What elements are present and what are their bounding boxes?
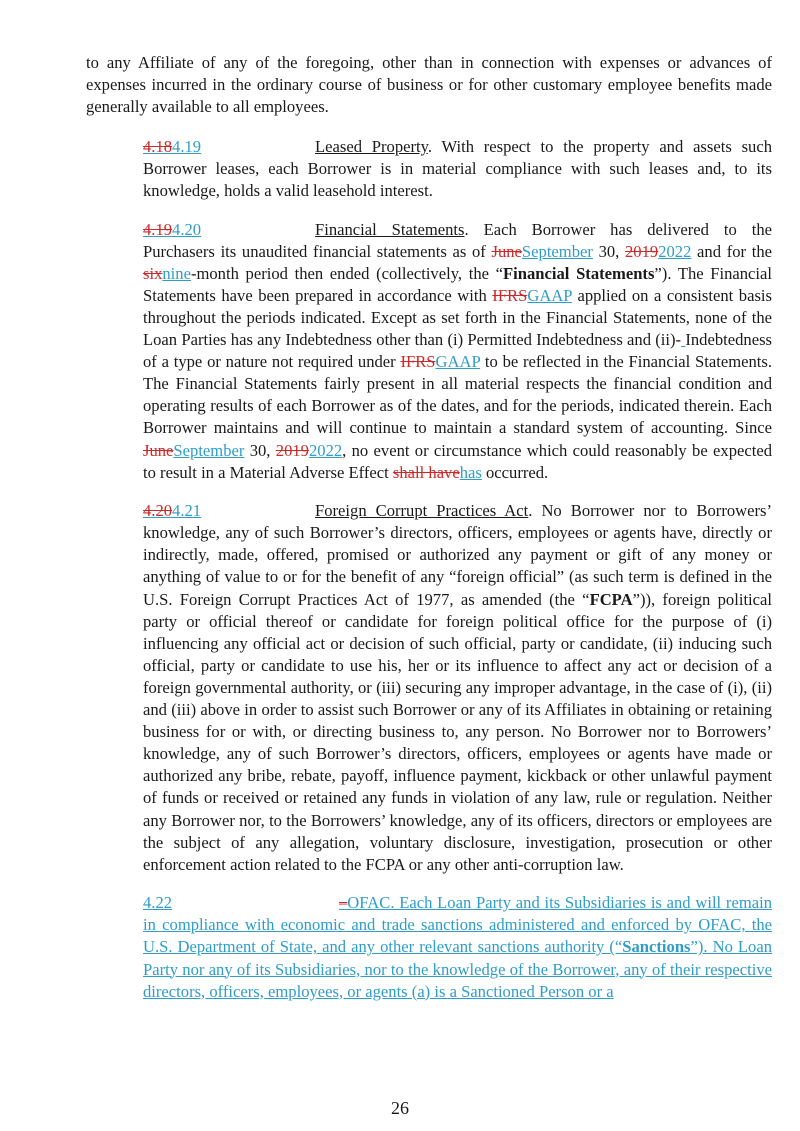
text-run: -month period then ended (collectively, the “ — [190, 263, 504, 283]
section-number — [143, 136, 315, 158]
inserted-text: 2022 — [308, 440, 343, 460]
deleted-text: – — [339, 893, 348, 913]
defined-term: Sanctions — [622, 937, 691, 957]
text-run: ”)), foreign political party or official thereof or candidate for foreign political office for the purpose of (i) influencing any official act or decision of such official, party or candidate, (ii) inducing such official, party or candidate to use his, her or its influence to affect any act or decision of a foreign governmental authority, or (iii) securing any improper advantage, in the case of (i), (ii) and (iii) above in order to assist such Borrower or any of its Affiliates in obtaining or retaining business for or with, or directing business to, any person. No Borrower nor to Borrowers’ knowledge, any of such Borrower’s directors, officers, employees or agents have made or authorized any bribe, rebate, payoff, influence payment, kickback or other unlawful payment of funds or received or retained any funds in violation of any law, rule or regulation. Neither any Borrower nor, to the Borrowers’ knowledge, any of its officers, directors or employees are the subject of any allegation, voluntary disclosure, investigation, prosecution or other enforcement action related to the FCPA or any other anti-corruption law. — [143, 589, 773, 874]
text-run: applied on a consistent basis throughout the periods indicated. Except as set forth in the Financial Statements, none of the Loan Parties has any Indebtedness other than (i) Permitted Indebtedness and (ii)- — [143, 285, 772, 350]
section-number — [143, 500, 315, 522]
defined-term: Financial Statements — [503, 263, 655, 283]
deleted-text: IFRS — [400, 352, 436, 372]
section-4-20 — [86, 219, 772, 484]
text-run: 30, — [244, 440, 276, 460]
text-run: ”). The Financial Statements have been prepared in accordance with — [143, 263, 773, 305]
text-run: 30, — [592, 241, 625, 261]
section-text: . With respect to the property and assets such Borrower leases, each Borrower is in material compliance with such leases and, to its knowledge, holds a valid leasehold interest. — [143, 136, 772, 200]
deleted-number: 4.18 — [143, 136, 173, 156]
text-run: Indebtedness of a type or nature not required under — [143, 330, 772, 372]
deleted-text: 2019 — [275, 440, 309, 460]
text-run: . No Borrower nor to Borrowers’ knowledge, any of such Borrower’s directors, officers, employees or agents have, directly or indirectly, made, offered, promised or authorized any payment or gift of any money or anything of value to or for the benefit of any “foreign official” (as such term is defined in the U.S. Foreign Corrupt Practices Act of 1977, as amended (the “ — [143, 501, 773, 609]
deleted-text: June — [491, 241, 522, 261]
inserted-text: 2022 — [658, 241, 692, 261]
inserted-text: nine — [162, 263, 191, 283]
text-run: occurred. — [481, 462, 549, 482]
inserted-text: GAAP — [435, 352, 481, 372]
section-heading: Financial Statements — [315, 219, 465, 239]
document-page — [86, 52, 772, 1019]
text-run: to be reflected in the Financial Statements. — [480, 352, 773, 372]
inserted-number: 4.20 — [172, 219, 202, 239]
section-number — [143, 892, 339, 914]
text-run: . Each Borrower has delivered to the Purchasers its unaudited financial statements as of — [143, 219, 772, 261]
section-4-22-inserted — [86, 892, 772, 1002]
section-number — [143, 219, 315, 241]
deleted-number: 4.20 — [143, 501, 173, 521]
inserted-number: 4.21 — [172, 501, 202, 521]
deleted-text: 2019 — [625, 241, 659, 261]
defined-term: FCPA — [589, 589, 633, 609]
inserted-number: 4.19 — [172, 136, 202, 156]
inserted-number: 4.22 — [143, 893, 173, 913]
inserted-text: September — [521, 241, 593, 261]
inserted-text: September — [173, 440, 245, 460]
inserted-text: ”). No Loan Party nor any of its Subsidiaries, nor to the knowledge of the Borrower, any of their respective directors, officers, employees, or agents (a) is a Sanctioned Person or a — [143, 937, 772, 1001]
inserted-text: OFAC. Each Loan Party and its Subsidiaries is and will remain in compliance with economic and trade sanctions administered and enforced by OFAC, the U.S. Department of State, and any other relevant sanctions authority (“ — [143, 893, 772, 957]
text-run: The Financial Statements fairly present in all material respects the financial condition and operating results of each Borrower as of the dates, and for the periods, indicated therein. Each Borrower maintains and will continue to maintain a standard system of accounting. Since — [143, 374, 772, 438]
deleted-text: June — [143, 440, 174, 460]
section-4-21 — [86, 500, 772, 876]
section-heading: Leased Property — [315, 136, 428, 156]
text-run: , no event or circumstance which could reasonably be expected to result in a Material Adverse Effect — [143, 440, 772, 482]
deleted-text: IFRS — [492, 285, 528, 305]
deleted-text: six — [143, 263, 163, 283]
paragraph-intro: to any Affiliate of any of the foregoing, other than in connection with expenses or advances of expenses incurred in the ordinary course of business or for other customary employee benefits made generally available to all employees. — [86, 53, 772, 117]
inserted-text: has — [459, 462, 482, 482]
section-heading: Foreign Corrupt Practices Act — [315, 501, 529, 521]
page-number: 26 — [391, 1098, 409, 1118]
deleted-number: 4.19 — [143, 219, 173, 239]
text-run: and for the — [691, 241, 772, 261]
section-4-19 — [86, 136, 772, 202]
inserted-text: GAAP — [527, 285, 572, 305]
deleted-text: shall have — [392, 462, 460, 482]
